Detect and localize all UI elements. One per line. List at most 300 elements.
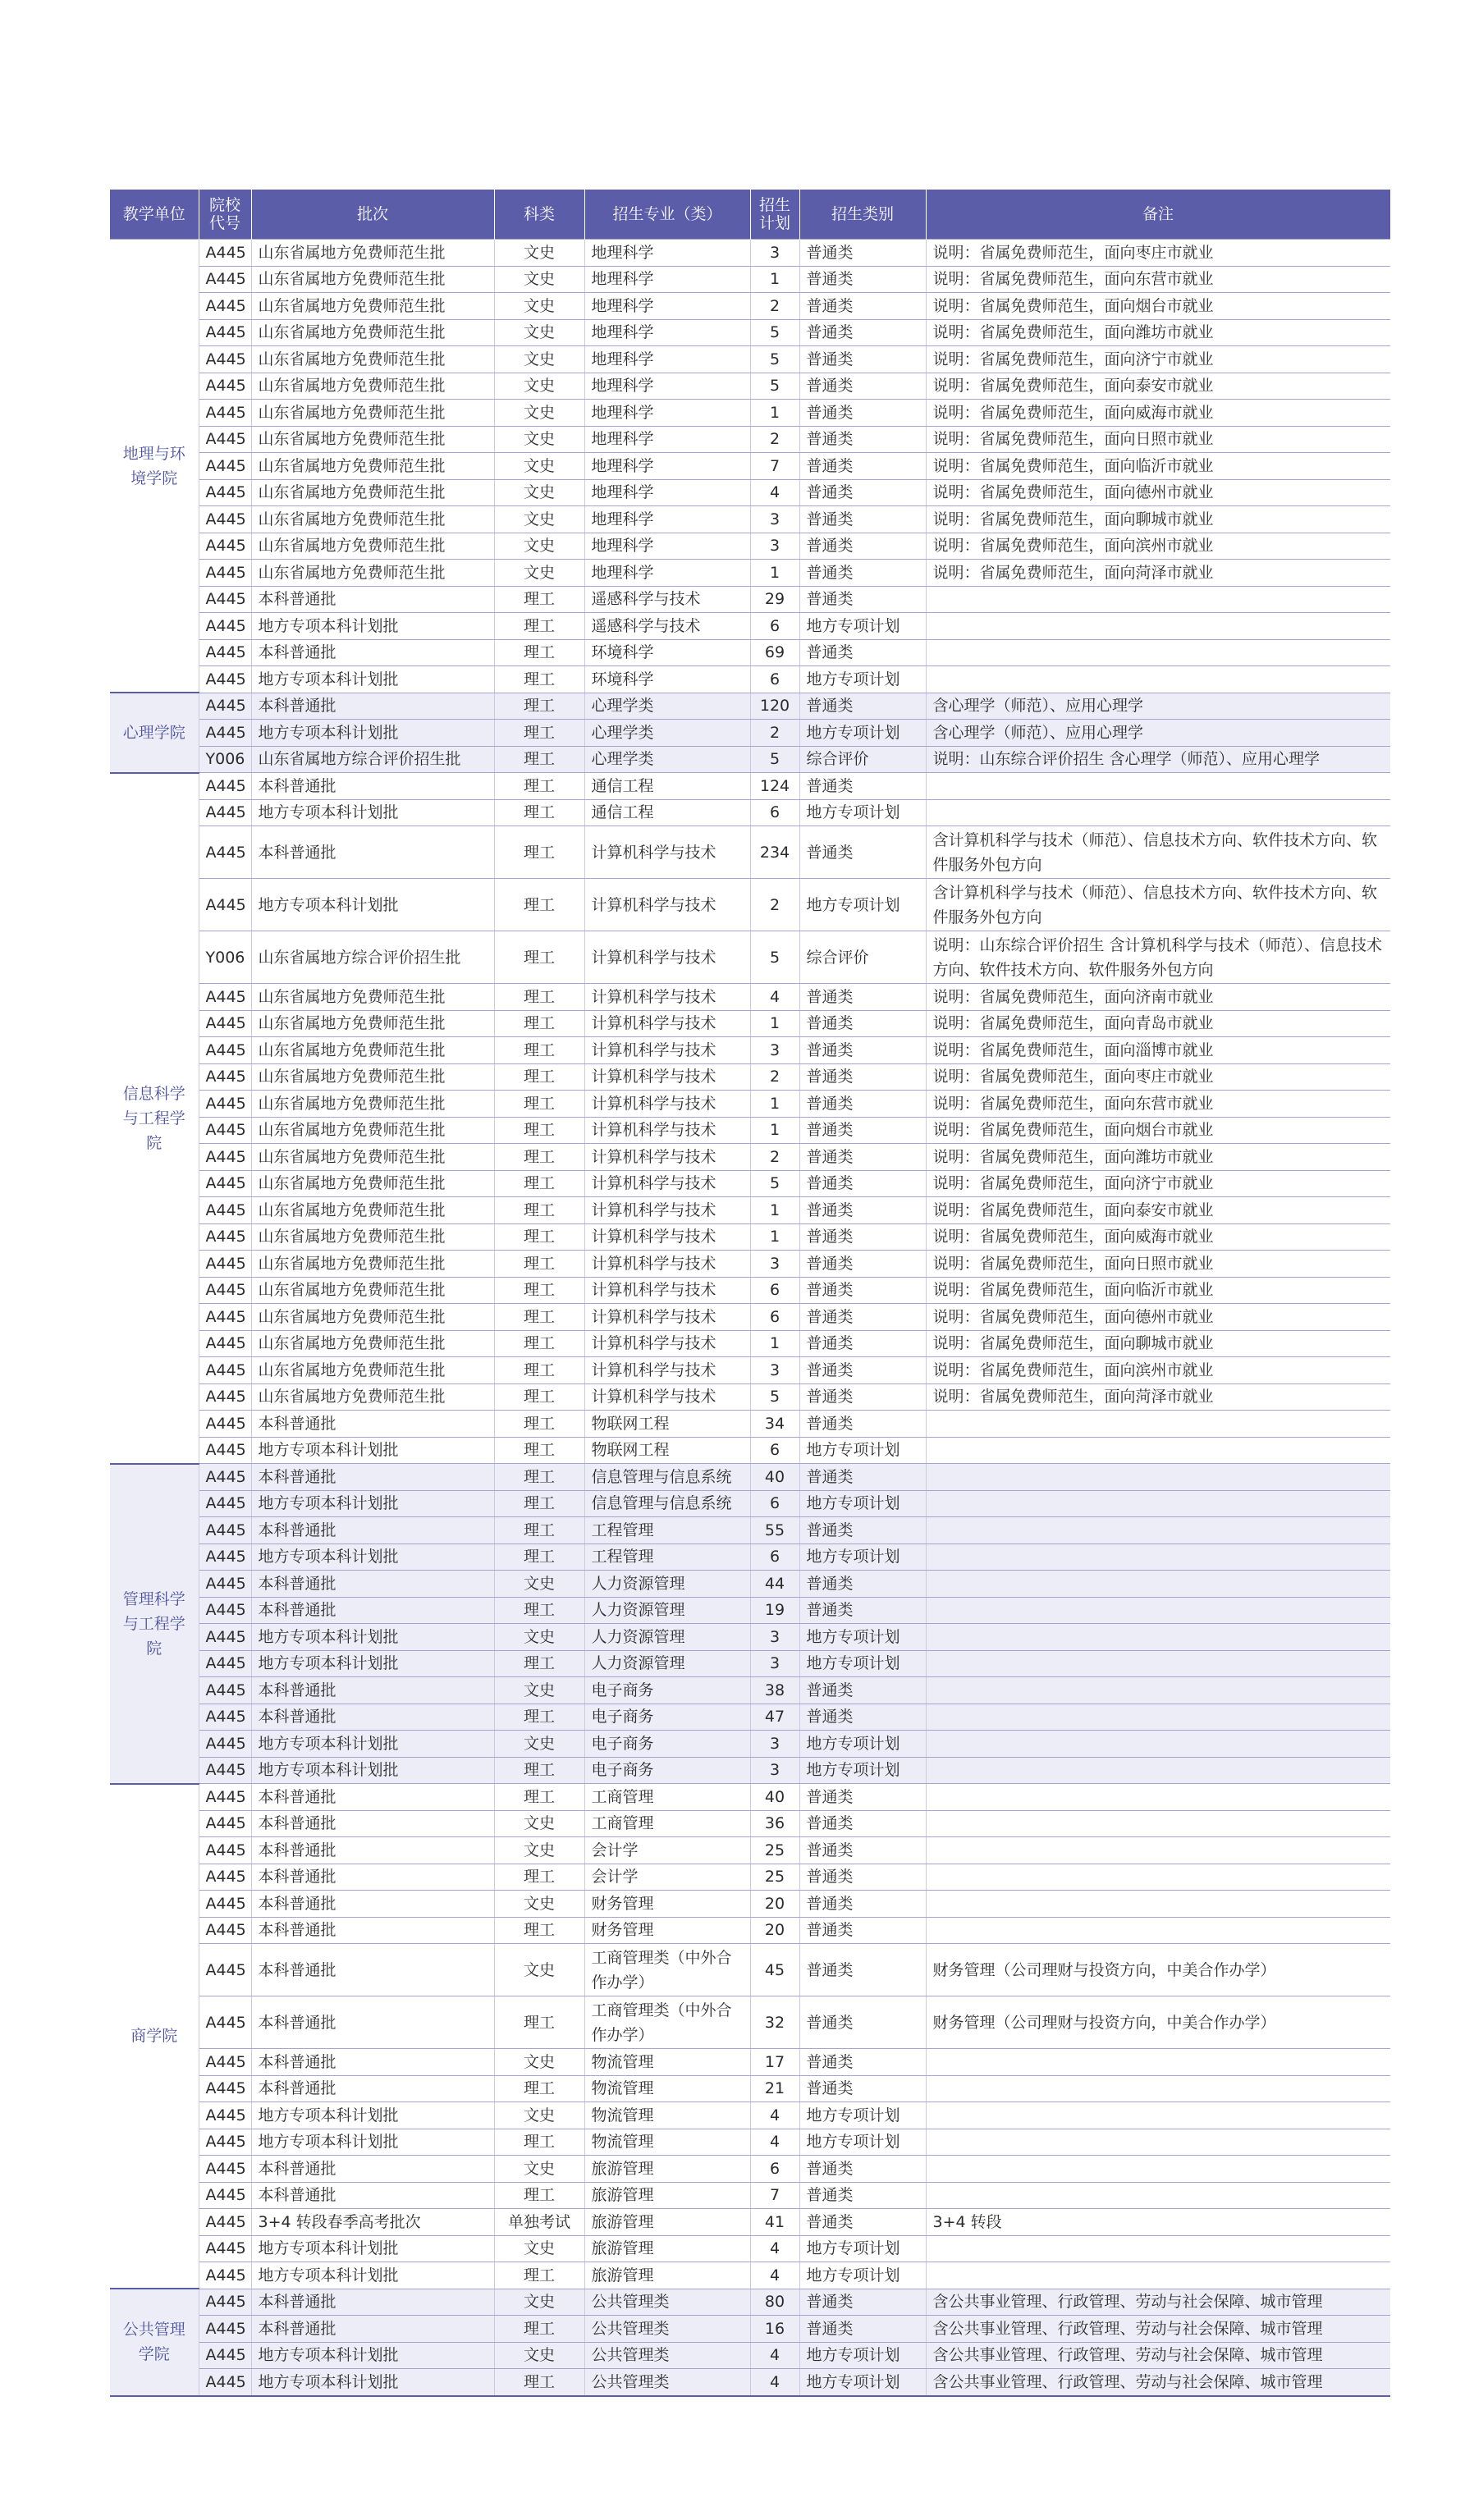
table-row <box>110 266 1390 293</box>
subject-type-cell: 理工 <box>494 746 584 773</box>
subject-type-cell: 理工 <box>494 1117 584 1144</box>
remarks-cell: 说明：省属免费师范生，面向泰安市就业 <box>926 1197 1390 1224</box>
subject-type-cell: 文史 <box>494 426 584 453</box>
subject-type-cell: 文史 <box>494 346 584 373</box>
subject-type-cell: 理工 <box>494 1597 584 1624</box>
school-code-cell: A445 <box>199 2262 251 2289</box>
subject-type-cell: 文史 <box>494 400 584 427</box>
plan-count-cell: 3 <box>750 533 799 560</box>
batch-cell: 地方专项本科计划批 <box>251 1757 494 1784</box>
header-school-code: 院校 代号 <box>199 190 251 240</box>
table-row <box>110 2182 1390 2209</box>
subject-type-cell: 理工 <box>494 2316 584 2343</box>
batch-cell: 地方专项本科计划批 <box>251 720 494 747</box>
table-row <box>110 613 1390 640</box>
school-code-cell: A445 <box>199 266 251 293</box>
batch-cell: 山东省属地方免费师范生批 <box>251 1117 494 1144</box>
plan-count-cell: 120 <box>750 693 799 720</box>
category-cell: 普通类 <box>799 693 926 720</box>
batch-cell: 本科普通批 <box>251 1810 494 1837</box>
subject-type-cell: 理工 <box>494 826 584 879</box>
batch-cell: 本科普通批 <box>251 826 494 879</box>
header-batch: 批次 <box>251 190 494 240</box>
plan-count-cell: 234 <box>750 826 799 879</box>
table-row <box>110 1544 1390 1571</box>
major-cell: 人力资源管理 <box>584 1650 750 1677</box>
subject-type-cell: 文史 <box>494 1837 584 1864</box>
subject-type-cell: 理工 <box>494 1144 584 1171</box>
major-cell: 地理科学 <box>584 346 750 373</box>
plan-count-cell: 1 <box>750 1117 799 1144</box>
category-cell: 普通类 <box>799 1810 926 1837</box>
major-cell: 地理科学 <box>584 533 750 560</box>
major-cell: 计算机科学与技术 <box>584 1383 750 1411</box>
batch-cell: 山东省属地方免费师范生批 <box>251 240 494 267</box>
table-row <box>110 1944 1390 1996</box>
remarks-cell <box>926 1917 1390 1944</box>
subject-type-cell: 文史 <box>494 2235 584 2262</box>
major-cell: 旅游管理 <box>584 2262 750 2289</box>
school-code-cell: A445 <box>199 1037 251 1064</box>
major-cell: 电子商务 <box>584 1757 750 1784</box>
batch-cell: 本科普通批 <box>251 1411 494 1438</box>
subject-type-cell: 文史 <box>494 533 584 560</box>
school-code-cell: A445 <box>199 1891 251 1918</box>
plan-count-cell: 34 <box>750 1411 799 1438</box>
category-cell: 普通类 <box>799 1304 926 1331</box>
batch-cell: 本科普通批 <box>251 1784 494 1811</box>
batch-cell: 本科普通批 <box>251 693 494 720</box>
category-cell: 普通类 <box>799 1117 926 1144</box>
batch-cell: 地方专项本科计划批 <box>251 666 494 693</box>
school-code-cell: A445 <box>199 879 251 931</box>
table-row <box>110 1490 1390 1517</box>
major-cell: 电子商务 <box>584 1677 750 1704</box>
major-cell: 计算机科学与技术 <box>584 1197 750 1224</box>
plan-count-cell: 3 <box>750 506 799 533</box>
major-cell: 计算机科学与技术 <box>584 1063 750 1091</box>
category-cell: 地方专项计划 <box>799 720 926 747</box>
remarks-cell: 含公共事业管理、行政管理、劳动与社会保障、城市管理 <box>926 2289 1390 2316</box>
school-code-cell: A445 <box>199 1197 251 1224</box>
table-row <box>110 1251 1390 1278</box>
category-cell: 普通类 <box>799 2209 926 2236</box>
subject-type-cell: 文史 <box>494 1944 584 1996</box>
major-cell: 计算机科学与技术 <box>584 1117 750 1144</box>
category-cell: 普通类 <box>799 2075 926 2102</box>
plan-count-cell: 3 <box>750 1731 799 1758</box>
plan-count-cell: 16 <box>750 2316 799 2343</box>
school-code-cell: A445 <box>199 666 251 693</box>
subject-type-cell: 理工 <box>494 931 584 984</box>
remarks-cell: 含公共事业管理、行政管理、劳动与社会保障、城市管理 <box>926 2342 1390 2369</box>
school-code-cell: A445 <box>199 426 251 453</box>
table-row <box>110 1517 1390 1544</box>
batch-cell: 地方专项本科计划批 <box>251 2369 494 2396</box>
major-cell: 计算机科学与技术 <box>584 1251 750 1278</box>
plan-count-cell: 20 <box>750 1891 799 1918</box>
subject-type-cell: 文史 <box>494 319 584 346</box>
batch-cell: 地方专项本科计划批 <box>251 1437 494 1464</box>
plan-count-cell: 4 <box>750 2369 799 2396</box>
school-code-cell: A445 <box>199 373 251 400</box>
subject-type-cell: 理工 <box>494 2182 584 2209</box>
category-cell: 普通类 <box>799 479 926 506</box>
plan-count-cell: 3 <box>750 1757 799 1784</box>
major-cell: 会计学 <box>584 1864 750 1891</box>
batch-cell: 山东省属地方免费师范生批 <box>251 533 494 560</box>
school-code-cell: A445 <box>199 479 251 506</box>
plan-count-cell: 36 <box>750 1810 799 1837</box>
major-cell: 计算机科学与技术 <box>584 984 750 1011</box>
school-code-cell: A445 <box>199 560 251 587</box>
subject-type-cell: 文史 <box>494 453 584 480</box>
school-code-cell: A445 <box>199 2049 251 2076</box>
school-code-cell: A445 <box>199 1517 251 1544</box>
batch-cell: 山东省属地方免费师范生批 <box>251 560 494 587</box>
remarks-cell: 说明：省属免费师范生，面向烟台市就业 <box>926 1117 1390 1144</box>
major-cell: 旅游管理 <box>584 2209 750 2236</box>
remarks-cell: 说明：省属免费师范生，面向东营市就业 <box>926 1091 1390 1118</box>
subject-type-cell: 文史 <box>494 2289 584 2316</box>
major-cell: 信息管理与信息系统 <box>584 1464 750 1491</box>
plan-count-cell: 4 <box>750 2342 799 2369</box>
batch-cell: 山东省属地方免费师范生批 <box>251 293 494 320</box>
plan-count-cell: 1 <box>750 1223 799 1251</box>
school-code-cell: A445 <box>199 1810 251 1837</box>
plan-count-cell: 3 <box>750 240 799 267</box>
plan-count-cell: 80 <box>750 2289 799 2316</box>
table-row <box>110 1037 1390 1064</box>
remarks-cell: 财务管理（公司理财与投资方向，中美合作办学） <box>926 1996 1390 2049</box>
batch-cell: 本科普通批 <box>251 1944 494 1996</box>
table-row <box>110 2049 1390 2076</box>
category-cell: 地方专项计划 <box>799 1437 926 1464</box>
plan-count-cell: 1 <box>750 560 799 587</box>
school-code-cell: A445 <box>199 2102 251 2129</box>
batch-cell: 地方专项本科计划批 <box>251 2342 494 2369</box>
table-row <box>110 1330 1390 1357</box>
category-cell: 普通类 <box>799 2049 926 2076</box>
school-code-cell: A445 <box>199 2075 251 2102</box>
remarks-cell <box>926 1544 1390 1571</box>
table-row <box>110 2235 1390 2262</box>
remarks-cell: 说明：省属免费师范生，面向淄博市就业 <box>926 1037 1390 1064</box>
subject-type-cell: 理工 <box>494 1784 584 1811</box>
batch-cell: 本科普通批 <box>251 1917 494 1944</box>
batch-cell: 本科普通批 <box>251 2316 494 2343</box>
batch-cell: 地方专项本科计划批 <box>251 613 494 640</box>
subject-type-cell: 文史 <box>494 2049 584 2076</box>
table-row <box>110 1597 1390 1624</box>
school-code-cell: A445 <box>199 1437 251 1464</box>
category-cell: 普通类 <box>799 373 926 400</box>
major-cell: 地理科学 <box>584 266 750 293</box>
table-row <box>110 1650 1390 1677</box>
major-cell: 计算机科学与技术 <box>584 1037 750 1064</box>
school-code-cell: A445 <box>199 1704 251 1731</box>
remarks-cell <box>926 613 1390 640</box>
major-cell: 电子商务 <box>584 1731 750 1758</box>
category-cell: 地方专项计划 <box>799 2129 926 2156</box>
batch-cell: 地方专项本科计划批 <box>251 879 494 931</box>
category-cell: 普通类 <box>799 1063 926 1091</box>
header-dept: 教学单位 <box>110 190 199 240</box>
remarks-cell: 含心理学（师范）、应用心理学 <box>926 693 1390 720</box>
table-row <box>110 2262 1390 2289</box>
table-row <box>110 2316 1390 2343</box>
category-cell: 普通类 <box>799 533 926 560</box>
major-cell: 地理科学 <box>584 560 750 587</box>
remarks-cell: 说明：省属免费师范生，面向日照市就业 <box>926 1251 1390 1278</box>
major-cell: 人力资源管理 <box>584 1624 750 1651</box>
plan-count-cell: 29 <box>750 586 799 613</box>
batch-cell: 本科普通批 <box>251 2049 494 2076</box>
subject-type-cell: 文史 <box>494 293 584 320</box>
category-cell: 普通类 <box>799 266 926 293</box>
table-row <box>110 1437 1390 1464</box>
plan-count-cell: 20 <box>750 1917 799 1944</box>
major-cell: 计算机科学与技术 <box>584 879 750 931</box>
table-row <box>110 373 1390 400</box>
remarks-cell: 说明：省属免费师范生，面向青岛市就业 <box>926 1010 1390 1037</box>
batch-cell: 山东省属地方免费师范生批 <box>251 1223 494 1251</box>
remarks-cell <box>926 1437 1390 1464</box>
table-row <box>110 479 1390 506</box>
subject-type-cell: 理工 <box>494 1223 584 1251</box>
plan-count-cell: 6 <box>750 1437 799 1464</box>
remarks-cell: 说明：省属免费师范生，面向滨州市就业 <box>926 1357 1390 1384</box>
batch-cell: 山东省属地方免费师范生批 <box>251 1010 494 1037</box>
plan-count-cell: 38 <box>750 1677 799 1704</box>
remarks-cell <box>926 1464 1390 1491</box>
subject-type-cell: 理工 <box>494 1357 584 1384</box>
subject-type-cell: 文史 <box>494 560 584 587</box>
major-cell: 物流管理 <box>584 2075 750 2102</box>
major-cell: 工商管理类（中外合作办学） <box>584 1944 750 1996</box>
table-row <box>110 879 1390 931</box>
major-cell: 计算机科学与技术 <box>584 1091 750 1118</box>
major-cell: 地理科学 <box>584 293 750 320</box>
remarks-cell: 说明：山东综合评价招生 含计算机科学与技术（师范）、信息技术方向、软件技术方向、软件服务外包方向 <box>926 931 1390 984</box>
table-row <box>110 2369 1390 2396</box>
remarks-cell <box>926 1517 1390 1544</box>
school-code-cell: A445 <box>199 1490 251 1517</box>
major-cell: 工商管理 <box>584 1810 750 1837</box>
remarks-cell: 说明：省属免费师范生，面向烟台市就业 <box>926 293 1390 320</box>
subject-type-cell: 理工 <box>494 1330 584 1357</box>
remarks-cell <box>926 2129 1390 2156</box>
remarks-cell: 说明：省属免费师范生，面向临沂市就业 <box>926 1277 1390 1304</box>
category-cell: 普通类 <box>799 826 926 879</box>
subject-type-cell: 理工 <box>494 1650 584 1677</box>
table-row <box>110 773 1390 800</box>
category-cell: 普通类 <box>799 400 926 427</box>
plan-count-cell: 6 <box>750 1490 799 1517</box>
school-code-cell: A445 <box>199 533 251 560</box>
table-row <box>110 293 1390 320</box>
batch-cell: 本科普通批 <box>251 1677 494 1704</box>
dept-cell: 心理学院 <box>110 693 199 773</box>
category-cell: 地方专项计划 <box>799 2369 926 2396</box>
table-row <box>110 826 1390 879</box>
major-cell: 心理学类 <box>584 720 750 747</box>
subject-type-cell: 理工 <box>494 1517 584 1544</box>
table-row <box>110 2075 1390 2102</box>
school-code-cell: A445 <box>199 1411 251 1438</box>
batch-cell: 本科普通批 <box>251 1704 494 1731</box>
subject-type-cell: 理工 <box>494 666 584 693</box>
category-cell: 普通类 <box>799 1996 926 2049</box>
plan-count-cell: 4 <box>750 984 799 1011</box>
table-row <box>110 1357 1390 1384</box>
table-row <box>110 560 1390 587</box>
school-code-cell: A445 <box>199 773 251 800</box>
plan-count-cell: 5 <box>750 931 799 984</box>
subject-type-cell: 文史 <box>494 506 584 533</box>
category-cell: 地方专项计划 <box>799 2102 926 2129</box>
remarks-cell <box>926 1704 1390 1731</box>
table-row <box>110 1464 1390 1491</box>
plan-count-cell: 5 <box>750 373 799 400</box>
subject-type-cell: 文史 <box>494 479 584 506</box>
category-cell: 普通类 <box>799 560 926 587</box>
batch-cell: 地方专项本科计划批 <box>251 1624 494 1651</box>
table-row <box>110 2289 1390 2316</box>
table-row <box>110 931 1390 984</box>
school-code-cell: A445 <box>199 1677 251 1704</box>
plan-count-cell: 7 <box>750 2182 799 2209</box>
remarks-cell <box>926 1411 1390 1438</box>
table-row <box>110 1864 1390 1891</box>
plan-count-cell: 5 <box>750 319 799 346</box>
category-cell: 普通类 <box>799 1223 926 1251</box>
batch-cell: 地方专项本科计划批 <box>251 1490 494 1517</box>
plan-count-cell: 41 <box>750 2209 799 2236</box>
school-code-cell: A445 <box>199 1144 251 1171</box>
category-cell: 地方专项计划 <box>799 2342 926 2369</box>
category-cell: 地方专项计划 <box>799 2235 926 2262</box>
school-code-cell: A445 <box>199 613 251 640</box>
batch-cell: 山东省属地方免费师范生批 <box>251 1357 494 1384</box>
category-cell: 综合评价 <box>799 931 926 984</box>
school-code-cell: A445 <box>199 453 251 480</box>
major-cell: 计算机科学与技术 <box>584 1277 750 1304</box>
major-cell: 遥感科学与技术 <box>584 586 750 613</box>
category-cell: 普通类 <box>799 1837 926 1864</box>
remarks-cell: 说明：省属免费师范生，面向滨州市就业 <box>926 533 1390 560</box>
table-row <box>110 1304 1390 1331</box>
table-row <box>110 1411 1390 1438</box>
table-row <box>110 799 1390 826</box>
dept-cell: 公共管理学院 <box>110 2289 199 2396</box>
batch-cell: 山东省属地方综合评价招生批 <box>251 746 494 773</box>
plan-count-cell: 7 <box>750 453 799 480</box>
remarks-cell: 说明：省属免费师范生，面向日照市就业 <box>926 426 1390 453</box>
batch-cell: 山东省属地方免费师范生批 <box>251 1063 494 1091</box>
table-row <box>110 2129 1390 2156</box>
remarks-cell <box>926 2156 1390 2183</box>
table-row <box>110 1197 1390 1224</box>
remarks-cell: 含公共事业管理、行政管理、劳动与社会保障、城市管理 <box>926 2316 1390 2343</box>
remarks-cell: 说明：省属免费师范生，面向德州市就业 <box>926 479 1390 506</box>
subject-type-cell: 理工 <box>494 1437 584 1464</box>
plan-count-cell: 25 <box>750 1864 799 1891</box>
category-cell: 普通类 <box>799 426 926 453</box>
category-cell: 地方专项计划 <box>799 1544 926 1571</box>
batch-cell: 本科普通批 <box>251 1597 494 1624</box>
major-cell: 物联网工程 <box>584 1411 750 1438</box>
subject-type-cell: 理工 <box>494 2129 584 2156</box>
table-row <box>110 1383 1390 1411</box>
admissions-plan-table-container <box>110 190 1390 2397</box>
major-cell: 工商管理 <box>584 1784 750 1811</box>
category-cell: 普通类 <box>799 293 926 320</box>
school-code-cell: A445 <box>199 1544 251 1571</box>
major-cell: 地理科学 <box>584 240 750 267</box>
major-cell: 计算机科学与技术 <box>584 1357 750 1384</box>
category-cell: 普通类 <box>799 506 926 533</box>
major-cell: 物流管理 <box>584 2049 750 2076</box>
remarks-cell <box>926 2235 1390 2262</box>
major-cell: 公共管理类 <box>584 2342 750 2369</box>
table-row <box>110 1063 1390 1091</box>
major-cell: 心理学类 <box>584 693 750 720</box>
category-cell: 普通类 <box>799 1357 926 1384</box>
batch-cell: 本科普通批 <box>251 2182 494 2209</box>
plan-count-cell: 6 <box>750 2156 799 2183</box>
major-cell: 遥感科学与技术 <box>584 613 750 640</box>
batch-cell: 本科普通批 <box>251 1891 494 1918</box>
plan-count-cell: 1 <box>750 400 799 427</box>
category-cell: 普通类 <box>799 319 926 346</box>
remarks-cell <box>926 586 1390 613</box>
batch-cell: 本科普通批 <box>251 2075 494 2102</box>
dept-cell: 管理科学与工程学院 <box>110 1464 199 1784</box>
category-cell: 地方专项计划 <box>799 613 926 640</box>
school-code-cell: A445 <box>199 1864 251 1891</box>
school-code-cell: A445 <box>199 1251 251 1278</box>
admissions-plan-table <box>110 190 1391 2397</box>
category-cell: 普通类 <box>799 1277 926 1304</box>
batch-cell: 本科普通批 <box>251 586 494 613</box>
category-cell: 普通类 <box>799 1944 926 1996</box>
batch-cell: 地方专项本科计划批 <box>251 2129 494 2156</box>
category-cell: 普通类 <box>799 1517 926 1544</box>
plan-count-cell: 21 <box>750 2075 799 2102</box>
subject-type-cell: 理工 <box>494 1170 584 1197</box>
batch-cell: 3+4 转段春季高考批次 <box>251 2209 494 2236</box>
category-cell: 普通类 <box>799 1784 926 1811</box>
remarks-cell: 说明：省属免费师范生，面向潍坊市就业 <box>926 1144 1390 1171</box>
plan-count-cell: 1 <box>750 1197 799 1224</box>
major-cell: 地理科学 <box>584 453 750 480</box>
table-row <box>110 319 1390 346</box>
major-cell: 公共管理类 <box>584 2369 750 2396</box>
subject-type-cell: 理工 <box>494 1464 584 1491</box>
school-code-cell: A445 <box>199 293 251 320</box>
batch-cell: 本科普通批 <box>251 773 494 800</box>
major-cell: 地理科学 <box>584 400 750 427</box>
category-cell: 普通类 <box>799 984 926 1011</box>
header-plan-count: 招生 计划 <box>750 190 799 240</box>
major-cell: 公共管理类 <box>584 2289 750 2316</box>
subject-type-cell: 理工 <box>494 799 584 826</box>
subject-type-cell: 理工 <box>494 1917 584 1944</box>
major-cell: 财务管理 <box>584 1917 750 1944</box>
subject-type-cell: 文史 <box>494 2342 584 2369</box>
school-code-cell: A445 <box>199 2156 251 2183</box>
